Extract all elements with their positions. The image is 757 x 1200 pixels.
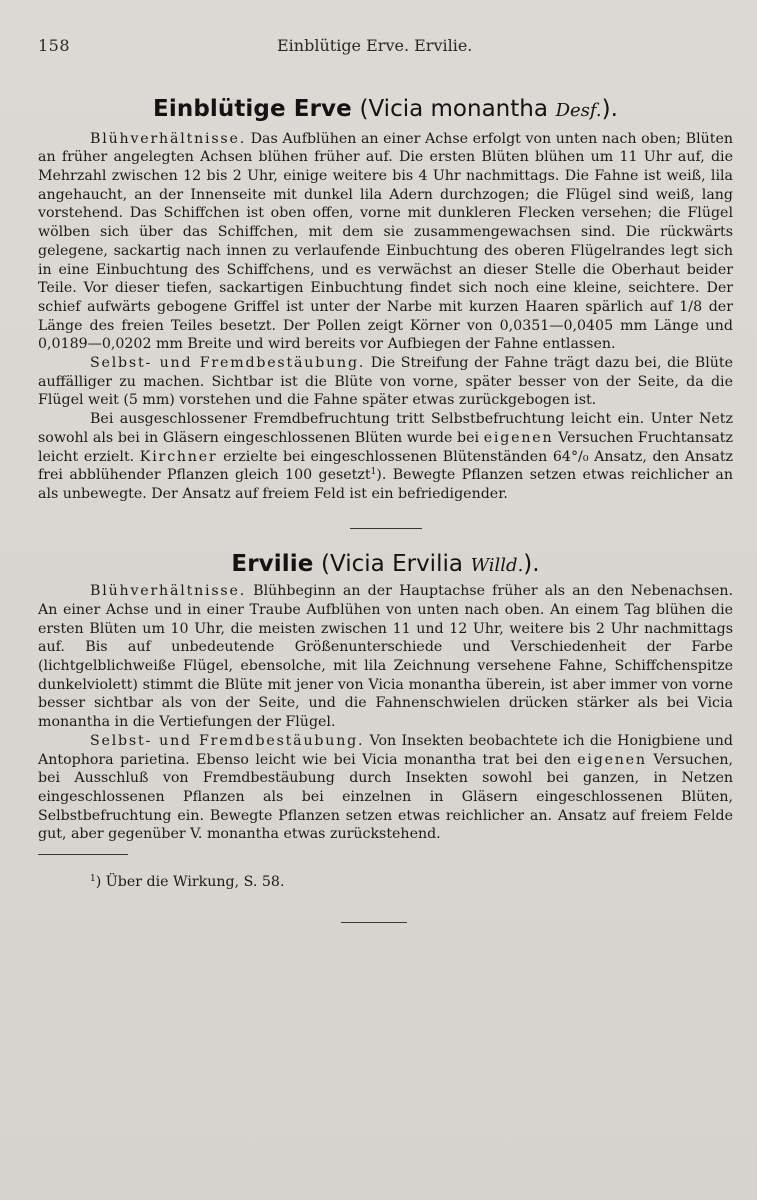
section-divider	[350, 528, 422, 529]
heading-latin-name: (Vicia Ervilia	[321, 550, 463, 577]
heading-latin-name: (Vicia monantha	[359, 96, 548, 122]
paragraph-lead: Blühverhältnisse.	[90, 583, 247, 600]
paragraph-text: Die Streifung der Fahne trägt dazu bei, die Blüte auffälliger zu machen. Sichtbar ist die Blüte von vorne, später besser von der Seite, da die Flügel weit (5 mm) vorstehen und die Fahne später etwas zurückgebogen ist.	[38, 355, 733, 409]
footnote	[90, 873, 733, 891]
footnote-text: ) Über die Wirkung, S. 58.	[95, 874, 285, 891]
paragraph-bestaeubung-2	[38, 732, 733, 844]
footnote-marker: 1	[90, 874, 96, 885]
heading-common-name: Einblütige Erve	[153, 96, 352, 122]
running-header	[38, 32, 733, 60]
heading-close: ).	[601, 96, 618, 122]
paragraph-bluehverhaeltnisse-2	[38, 582, 733, 732]
paragraph-text: ). Bewegte Pflanzen setzen etwas reichlicher an als unbewegte. Der Ansatz auf freiem Feld ist ein befriedigender.	[38, 467, 733, 502]
paragraph-selbstbefruchtung-1	[38, 410, 733, 504]
heading-common-name: Ervilie	[231, 550, 314, 577]
paragraph-text: erzielte bei eingeschlossenen Blütenständen 64°/₀ Ansatz, den Ansatz frei abblühender Pflanzen gleich 100 gesetzt	[38, 448, 734, 484]
heading-close: ).	[523, 550, 540, 577]
paragraph-lead: Selbst- und Fremdbestäubung.	[90, 732, 365, 749]
paragraph-text: Versuchen Fruchtansatz leicht erzielt.	[38, 429, 733, 465]
paragraph-text: Das Aufblühen an einer Achse erfolgt von unten nach oben; Blüten an früher angelegten Achsen blühen früher auf. Die ersten Blüten blühen um 11 Uhr auf, die Mehrzahl zwischen 12 bis 2 Uhr, einige weitere bis 4 Uhr nachmittags. Die Fahne ist weiß, lila angehaucht, an der Innenseite mit dunkel lila Adern durchzogen; die Flügel sind weiß, lang vorstehend. Das Schiffchen ist oben offen, vorne mit dunkleren Flecken versehen; die Flügel wölben sich über das Schiffchen, mit dem sie zusammengewachsen sind. Die rückwärts gelegene, sackartig nach innen zu verlaufende Einbuchtung des oberen Flügelrandes legt sich in eine Einbuchtung des Schiffchens, und es verwächst an dieser Stelle die Oberhaut beider Teile. Vor dieser tiefen, sackartigen Einbuchtung findet sich noch eine kleine, seichtere. Der schief aufwärts gebogene Griffel ist unter der Narbe mit kurzen Haaren spärlich auf 1/8 der Länge des freien Teiles besetzt. Der Pollen zeigt Körner von 0,0351—0,0405 mm Länge und 0,0189—0,0202 mm Breite und wird bereits vor Aufbiegen der Fahne entlassen.	[38, 130, 733, 353]
heading-author-abbrev: Desf.	[555, 100, 602, 121]
paragraph-bluehverhaeltnisse-1	[38, 130, 733, 354]
footnote-rule	[38, 854, 128, 855]
paragraph-lead: Blühverhältnisse.	[90, 130, 247, 147]
heading-author-abbrev: Willd.	[470, 554, 524, 576]
paragraph-text: Blühbeginn an der Hauptachse früher als an den Nebenachsen. An einer Achse und in einer Traube Aufblühen von unten nach oben. An einem Tag blühen die ersten Blüten um 10 Uhr, die meisten zwischen 11 und 12 Uhr, weitere bis 2 Uhr nachmittags auf. Bis auf unbedeutende Größenunterschiede und Verschiedenheit der Farbe (lichtgelblichweiße Flügel, ebensolche, mit lila Zeichnung versehene Fahne, Schiffchenspitze dunkelviolett) stimmt die Blüte mit jener von Vicia monantha überein, ist aber immer von vorne besser sichtbar als von der Seite, und die Fahnenschwielen drücken stärker als bei Vicia monantha in die Vertiefungen der Flügel.	[38, 583, 734, 731]
emphasis-spaced: eigenen	[577, 751, 647, 768]
page-end-divider	[341, 922, 407, 923]
section-heading-einbluetige-erve	[38, 94, 733, 124]
running-title: Einblütige Erve. Ervilie.	[277, 36, 473, 55]
paragraph-text: Bei ausgeschlossener Fremdbefruchtung tritt Selbstbefruchtung leicht ein. Unter Netz sowohl als bei in Gläsern eingeschlossenen Blüten wurde bei	[38, 411, 733, 446]
footnote-reference[interactable]: 1	[370, 467, 377, 478]
page-number: 158	[38, 36, 71, 55]
paragraph-text: Versuchen, bei Ausschluß von Fremdbestäubung durch Insekten sowohl bei ganzen, in Netzen eingeschlossenen Pflanzen als bei einzelnen in Gläsern eingeschlossenen Blüten, Selbstbefruchtung ein. Bewegte Pflanzen setzen etwas reichlicher an. Ansatz auf freiem Felde gut, aber gegenüber V. monantha etwas zurückstehend.	[38, 751, 734, 843]
paragraph-text: Von Insekten beobachtete ich die Honigbiene und Antophora parietina. Ebenso leicht wie bei Vicia monantha trat bei den	[38, 732, 733, 768]
section-heading-ervilie	[38, 549, 733, 579]
author-name-spaced: Kirchner	[139, 448, 218, 465]
paragraph-lead: Selbst- und Fremdbestäubung.	[90, 355, 366, 372]
emphasis-spaced: eigenen	[483, 429, 554, 446]
paragraph-bestaeubung-1	[38, 354, 733, 410]
